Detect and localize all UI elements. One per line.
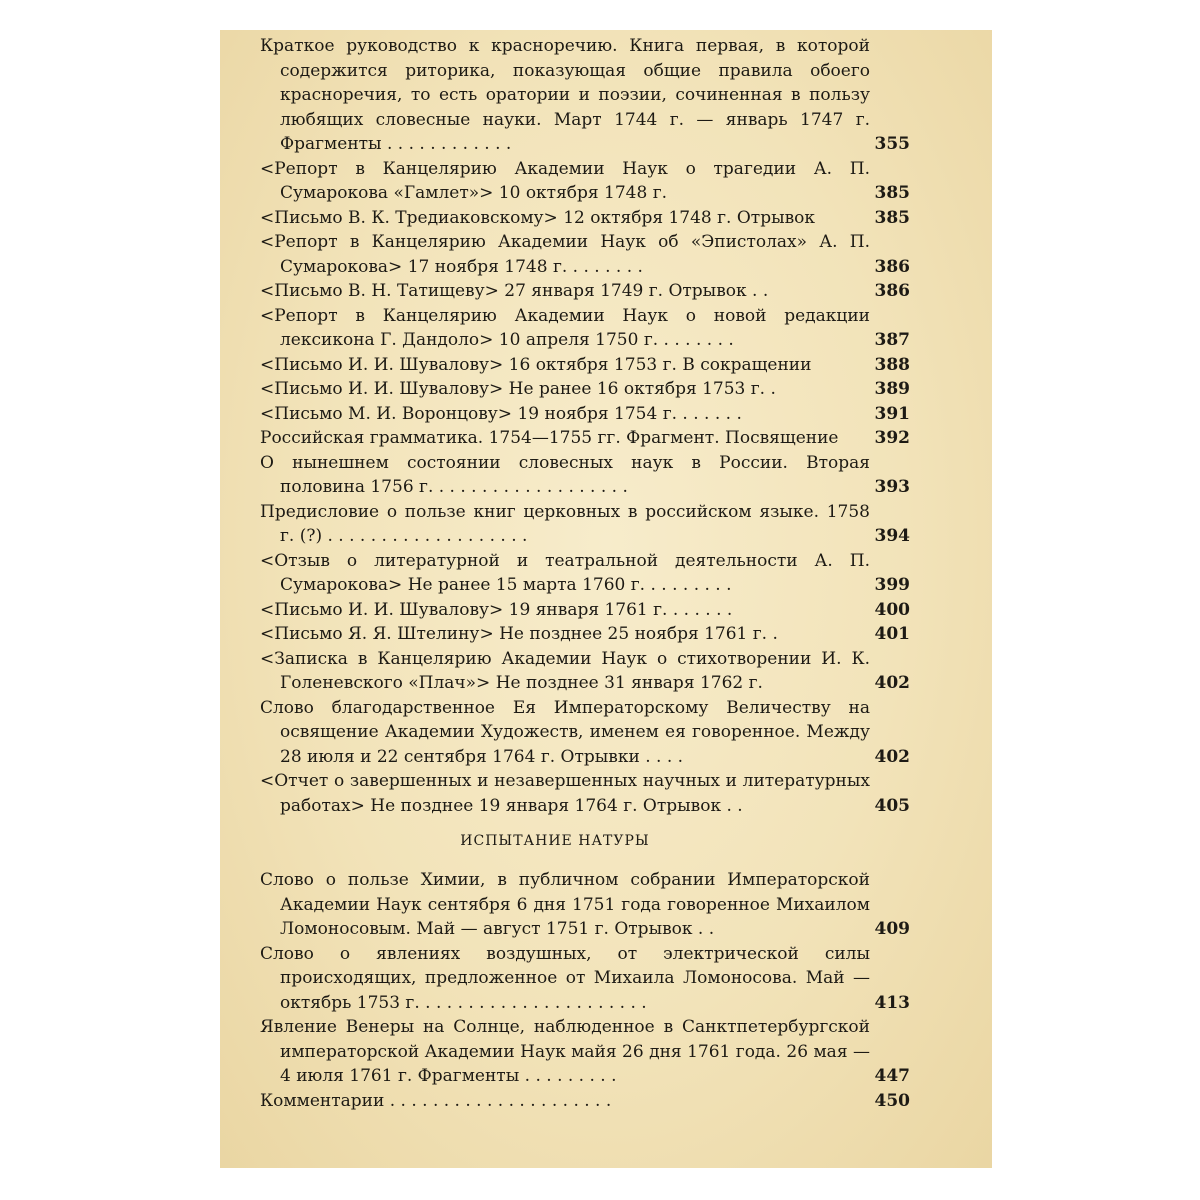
- toc-entry-title: Предисловие о пользе книг церковных в российском языке. 1758 г. (?) . . . . . . . . . . . . . . . . . . .: [260, 501, 870, 546]
- table-of-contents: [260, 34, 910, 1113]
- toc-entry-title: Слово о пользе Химии, в публичном собрании Императорской Академии Наук сентября 6 дня 1751 года говоренное Михаилом Ломоносовым. Май — август 1751 г. Отрывок . .: [260, 870, 870, 939]
- toc-entry: [260, 622, 910, 647]
- toc-entry-page-number: 394: [874, 526, 910, 546]
- toc-entry-title: <Письмо Я. Я. Штелину> Не позднее 25 ноября 1761 г. .: [260, 624, 778, 644]
- toc-entry-title: <Письмо В. Н. Татищеву> 27 января 1749 г. Отрывок . .: [260, 281, 769, 301]
- toc-entry-page-number: 389: [874, 379, 910, 399]
- toc-entry-page-number: 386: [874, 281, 910, 301]
- section-heading: ИСПЫТАНИЕ НАТУРЫ: [460, 833, 650, 849]
- toc-entry-title: <Письмо И. И. Шувалову> 19 января 1761 г. . . . . . .: [260, 599, 733, 620]
- toc-entry-title: <Отзыв о литературной и театральной деятельности А. П. Сумарокова> Не ранее 15 марта 1760 г. . . . . . . . .: [260, 550, 870, 595]
- toc-section-letters: [260, 34, 910, 818]
- toc-entry-page-number: 355: [874, 134, 910, 154]
- toc-entry: [260, 206, 910, 231]
- toc-entry-page-number: 401: [874, 624, 910, 644]
- toc-entry-title: Слово о явлениях воздушных, от электрической силы происходящих, предложенное от Михаила Ломоносова. Май — октябрь 1753 г. . . . . . . . . . . . . . . . . . . . . .: [260, 943, 870, 1013]
- toc-entry: [260, 304, 910, 353]
- toc-entry-title: <Записка в Канцелярию Академии Наук о стихотворении И. К. Голеневского «Плач»> Не позднее 31 января 1762 г.: [260, 648, 870, 693]
- toc-entry-page-number: 402: [874, 673, 910, 693]
- toc-entry: [260, 696, 910, 770]
- toc-entry-title: <Письмо М. И. Воронцову> 19 ноября 1754 г. . . . . . .: [260, 403, 742, 424]
- toc-entry-title: Краткое руководство к красноречию. Книга первая, в которой содержится риторика, показующая общие правила обоего красноречия, то есть оратории и поэзии, сочиненная в пользу любящих словесные науки. Март 1744 г. — январь 1747 г. Фрагменты . . . . . . . . . . . .: [260, 36, 870, 154]
- toc-entry-page-number: 386: [874, 256, 910, 277]
- toc-entry-title: <Отчет о завершенных и незавершенных научных и литературных работах> Не позднее 19 января 1764 г. Отрывок . .: [260, 771, 870, 816]
- toc-entry: [260, 647, 910, 696]
- toc-entry-page-number: 447: [874, 1066, 910, 1086]
- toc-entry: [260, 377, 910, 402]
- toc-entry: [260, 769, 910, 818]
- toc-entry: [260, 868, 910, 942]
- toc-entry: [260, 230, 910, 279]
- toc-entry: [260, 598, 910, 623]
- toc-entry-title: <Письмо В. К. Тредиаковскому> 12 октября 1748 г. Отрывок: [260, 207, 816, 228]
- toc-entry-title: <Письмо И. И. Шувалову> 16 октября 1753 г. В сокращении: [260, 354, 812, 375]
- toc-entry: [260, 426, 910, 451]
- toc-entry-page-number: 402: [874, 746, 910, 767]
- toc-entry-page-number: 387: [874, 330, 910, 350]
- toc-entry-title: <Репорт в Канцелярию Академии Наук о трагедии А. П. Сумарокова «Гамлет»> 10 октября 1748 г.: [260, 158, 870, 203]
- toc-entry-page-number: 392: [874, 428, 910, 448]
- toc-entry-title: <Письмо И. И. Шувалову> Не ранее 16 октября 1753 г. .: [260, 379, 776, 399]
- toc-entry-page-number: 400: [874, 599, 910, 620]
- toc-entry: [260, 353, 910, 378]
- toc-entry: [260, 942, 910, 1016]
- toc-entry-page-number: 393: [874, 477, 910, 497]
- toc-entry-title: Явление Венеры на Солнце, наблюденное в Санктпетербургской императорской Академии Наук майя 26 дня 1761 года. 26 мая — 4 июля 1761 г. Фрагменты . . . . . . . . .: [260, 1017, 870, 1086]
- toc-entry-title: Комментарии . . . . . . . . . . . . . . . . . . . . .: [260, 1090, 612, 1111]
- toc-entry-page-number: 385: [874, 207, 910, 228]
- toc-section-nature: [260, 868, 910, 1113]
- toc-entry-page-number: 413: [874, 992, 910, 1013]
- toc-entry: [260, 500, 910, 549]
- toc-entry: [260, 279, 910, 304]
- toc-entry-title: <Репорт в Канцелярию Академии Наук об «Эпистолах» А. П. Сумарокова> 17 ноября 1748 г. . . . . . . .: [260, 232, 870, 277]
- toc-entry: [260, 402, 910, 427]
- toc-entry-page-number: 391: [874, 403, 910, 424]
- toc-entry-page-number: 409: [874, 919, 910, 939]
- toc-entry: [260, 157, 910, 206]
- toc-entry-page-number: 385: [874, 183, 910, 203]
- toc-entry: [260, 34, 910, 157]
- toc-entry-title: Российская грамматика. 1754—1755 гг. Фрагмент. Посвящение: [260, 428, 839, 448]
- toc-entry-page-number: 388: [874, 354, 910, 375]
- toc-entry: [260, 451, 910, 500]
- toc-entry: [260, 1015, 910, 1089]
- toc-entry-title: Слово благодарственное Ея Императорскому Величеству на освящение Академии Художеств, именем ея говоренное. Между 28 июля и 22 сентября 1764 г. Отрывки . . . .: [260, 697, 870, 767]
- toc-entry: [260, 549, 910, 598]
- toc-entry-page-number: 450: [874, 1090, 910, 1111]
- toc-entry-title: <Репорт в Канцелярию Академии Наук о новой редакции лексикона Г. Дандоло> 10 апреля 1750 г. . . . . . . .: [260, 305, 870, 350]
- toc-entry: [260, 1089, 910, 1114]
- toc-entry-page-number: 405: [874, 795, 910, 816]
- toc-entry-title: О нынешнем состоянии словесных наук в России. Вторая половина 1756 г. . . . . . . . . . . . . . . . . . .: [260, 452, 870, 497]
- toc-entry-page-number: 399: [874, 575, 910, 595]
